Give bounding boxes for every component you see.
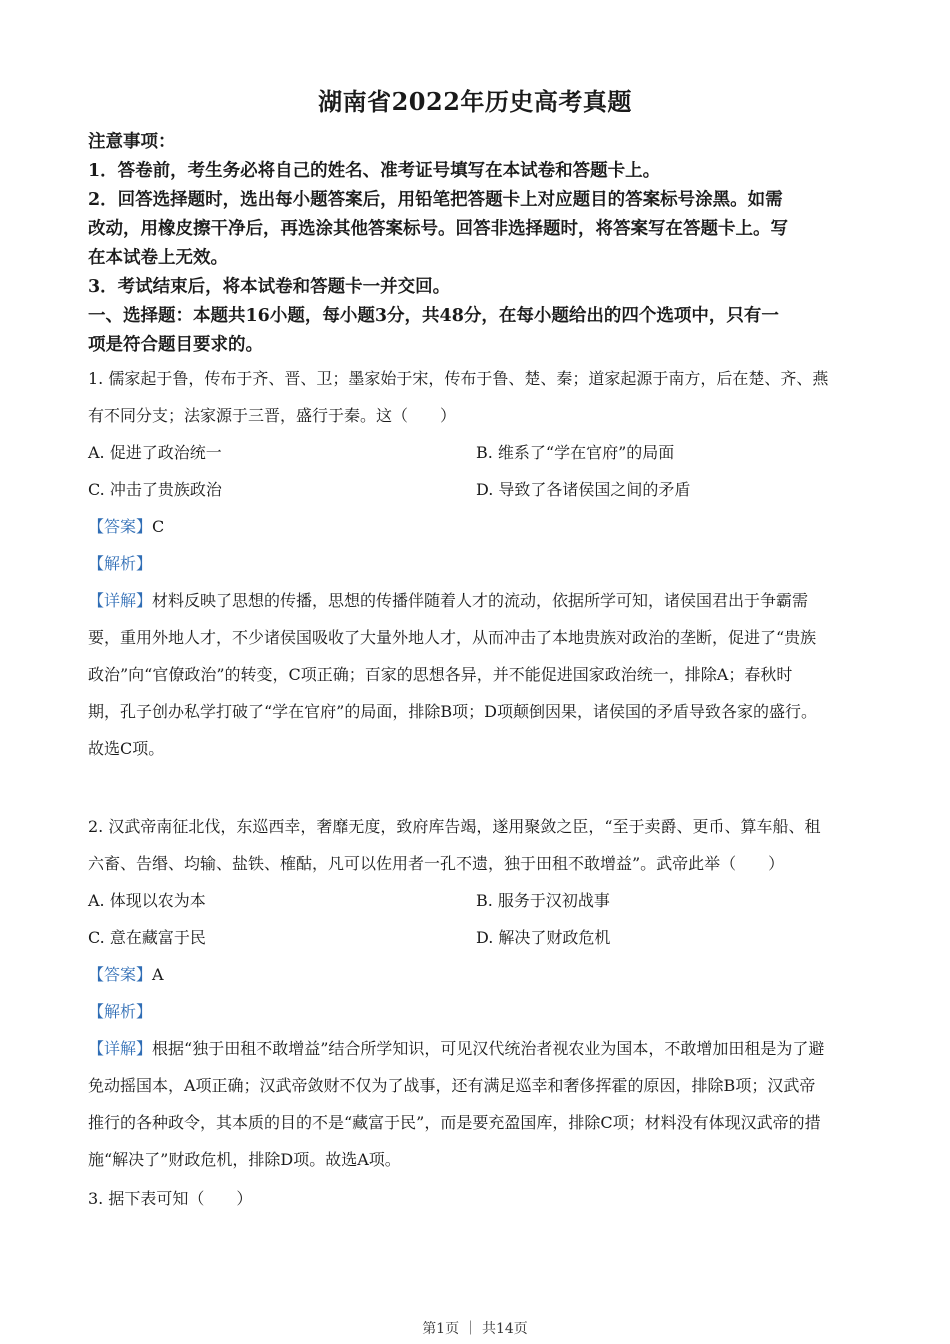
q2-detail-line-4: 施“解决了”财政危机，排除D项。故选A项。 xyxy=(88,1150,401,1169)
q1-detail-tag: 【详解】 xyxy=(88,591,153,610)
q1-answer-tag: 【答案】 xyxy=(88,517,153,536)
q1-detail-line-2: 要，重用外地人才，不少诸侯国吸收了大量外地人才，从而冲击了本地贵族对政治的垄断，促进了“贵族 xyxy=(88,628,817,647)
q1-detail-text-1: 材料反映了思想的传播，思想的传播伴随着人才的流动，依据所学可知，诸侯国君出于争霸需 xyxy=(152,591,809,610)
q2-detail-text-1: 根据“独于田租不敢增益”结合所学知识，可见汉代统治者视农业为国本，不敢增加田租是为了避 xyxy=(152,1039,825,1058)
q1-answer-value: C xyxy=(152,517,165,536)
q1-detail-line-5: 故选C项。 xyxy=(88,739,165,758)
q2-options-row-2 xyxy=(88,919,868,956)
q1-detail-line-1 xyxy=(88,582,868,619)
q1-option-d: D. 导致了各诸侯国之间的矛盾 xyxy=(476,480,691,499)
q1-stem-line-2: 有不同分支；法家源于三晋，盛行于秦。这（ ） xyxy=(88,406,457,425)
q1-option-b: B. 维系了“学在官府”的局面 xyxy=(476,443,675,462)
q2-answer-tag: 【答案】 xyxy=(88,965,153,984)
notice-heading: 注意事项： xyxy=(88,132,176,152)
q1-analysis-tag: 【解析】 xyxy=(88,554,153,573)
q2-answer-value: A xyxy=(152,965,164,984)
notice-item-3: 3．考试结束后，将本试卷和答题卡一并交回。 xyxy=(88,277,451,297)
question-2 xyxy=(88,808,868,1178)
q2-stem-line-1: 2. 汉武帝南征北伐，东巡西幸，奢靡无度，致府库告竭，遂用聚敛之臣，“至于卖爵、更币、算车船、租 xyxy=(88,817,821,836)
notice-item-2-line-1: 2．回答选择题时，选出每小题答案后，用铅笔把答题卡上对应题目的答案标号涂黑。如需 xyxy=(88,190,783,210)
q2-option-b: B. 服务于汉初战事 xyxy=(476,891,610,910)
q2-analysis-tag: 【解析】 xyxy=(88,1002,153,1021)
notice-item-1: 1．答卷前，考生务必将自己的姓名、准考证号填写在本试卷和答题卡上。 xyxy=(88,161,661,181)
notice-item-2-line-3: 在本试卷上无效。 xyxy=(88,248,228,268)
q2-option-c: C. 意在藏富于民 xyxy=(88,928,206,947)
q1-answer xyxy=(88,508,868,545)
q2-options-row-1 xyxy=(88,882,868,919)
q2-analysis xyxy=(88,993,868,1030)
q2-detail-line-1 xyxy=(88,1030,868,1067)
q3-stem: 3. 据下表可知（ ） xyxy=(88,1189,253,1208)
q2-option-a: A. 体现以农为本 xyxy=(88,891,206,910)
q1-option-a: A. 促进了政治统一 xyxy=(88,443,222,462)
q2-detail-line-3: 推行的各种政令，其本质的目的不是“藏富于民”，而是要充盈国库，排除C项；材料没有体现汉武帝的措 xyxy=(88,1113,821,1132)
q1-options-row-2 xyxy=(88,471,868,508)
question-1 xyxy=(88,360,868,767)
notice-item-2-line-2: 改动，用橡皮擦干净后，再选涂其他答案标号。回答非选择题时，将答案写在答题卡上。写 xyxy=(88,219,788,239)
q2-detail-tag: 【详解】 xyxy=(88,1039,153,1058)
q2-option-d: D. 解决了财政危机 xyxy=(476,928,611,947)
q1-stem-line-1: 1. 儒家起于鲁，传布于齐、晋、卫；墨家始于宋，传布于鲁、楚、秦；道家起源于南方，后在楚、齐、燕 xyxy=(88,369,829,388)
section-heading-line-1: 一、选择题：本题共16小题，每小题3分，共48分，在每小题给出的四个选项中，只有一 xyxy=(88,306,779,326)
page-footer: 第1页 ｜ 共14页 xyxy=(422,1321,528,1337)
q2-answer xyxy=(88,956,868,993)
q1-options-row-1 xyxy=(88,434,868,471)
q2-stem-line-2: 六畜、告缗、均输、盐铁、榷酤，凡可以佐用者一孔不遗，独于田租不敢增益”。武帝此举（ ） xyxy=(88,854,785,873)
page-title: 湖南省2022年历史高考真题 xyxy=(318,87,632,116)
notice-block xyxy=(88,128,868,360)
q1-option-c: C. 冲击了贵族政治 xyxy=(88,480,222,499)
q1-analysis xyxy=(88,545,868,582)
q2-detail-line-2: 免动摇国本，A项正确；汉武帝敛财不仅为了战事，还有满足巡幸和奢侈挥霍的原因，排除B项；汉武帝 xyxy=(88,1076,816,1095)
q1-detail-line-3: 政治”向“官僚政治”的转变，C项正确；百家的思想各异，并不能促进国家政治统一，排除A；春秋时 xyxy=(88,665,793,684)
question-3 xyxy=(88,1180,868,1217)
section-heading-line-2: 项是符合题目要求的。 xyxy=(88,335,263,355)
q1-detail-line-4: 期，孔子创办私学打破了“学在官府”的局面，排除B项；D项颠倒因果，诸侯国的矛盾导致各家的盛行。 xyxy=(88,702,817,721)
